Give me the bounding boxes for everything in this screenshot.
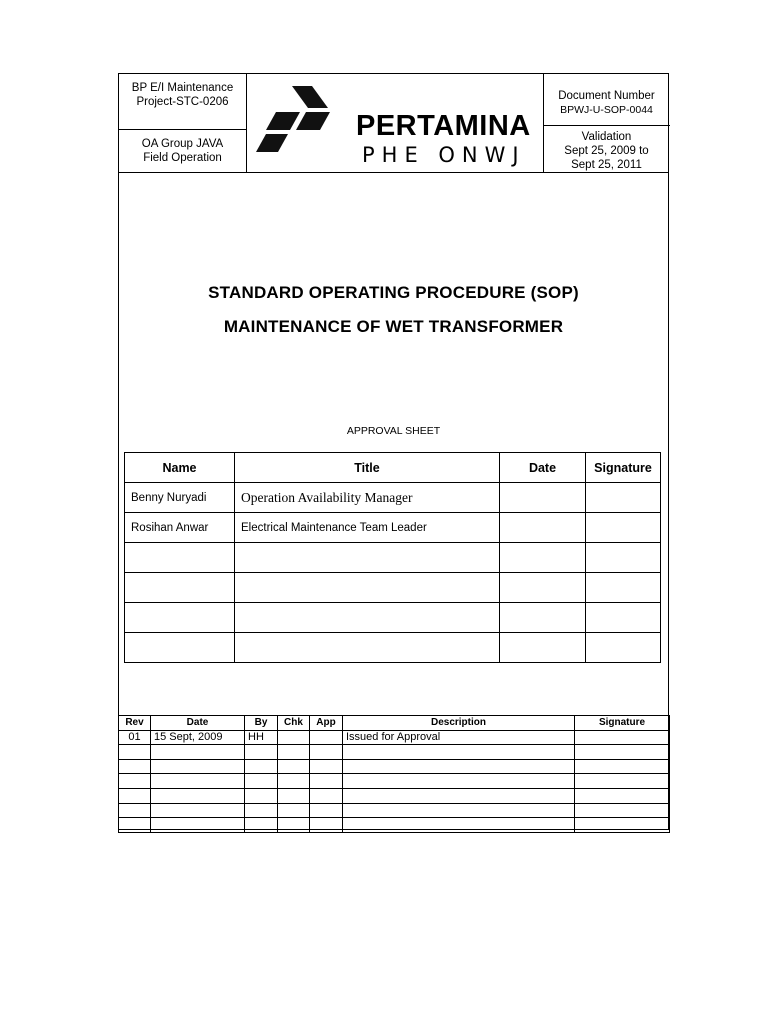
approval-header-title: Title bbox=[235, 453, 500, 483]
approver-signature bbox=[586, 603, 661, 633]
revision-date: 15 Sept, 2009 bbox=[151, 730, 245, 745]
revision-header-rev: Rev bbox=[119, 716, 151, 731]
header-project-line2: Project-STC-0206 bbox=[136, 96, 229, 108]
header-group-cell bbox=[119, 137, 246, 165]
approval-table bbox=[124, 452, 661, 663]
logo-wordmark: PERTAMINA bbox=[356, 110, 531, 142]
pertamina-logo bbox=[256, 80, 546, 167]
approver-title bbox=[235, 573, 500, 603]
approval-header-signature: Signature bbox=[586, 453, 661, 483]
table-row bbox=[119, 818, 670, 833]
table-row bbox=[119, 803, 670, 818]
approver-date bbox=[500, 603, 586, 633]
revision-header-signature: Signature bbox=[575, 716, 670, 731]
approver-signature bbox=[586, 543, 661, 573]
approval-header-row bbox=[125, 453, 661, 483]
revision-header-by: By bbox=[245, 716, 278, 731]
pertamina-emblem-icon bbox=[256, 82, 356, 162]
table-row bbox=[125, 483, 661, 513]
approver-name bbox=[125, 633, 235, 663]
approver-name: Rosihan Anwar bbox=[125, 513, 235, 543]
approver-name: Benny Nuryadi bbox=[125, 483, 235, 513]
document-title-line1: STANDARD OPERATING PROCEDURE (SOP) bbox=[208, 283, 579, 302]
header-group-line1: OA Group JAVA bbox=[141, 138, 224, 150]
document-number-value: BPWJ-U-SOP-0044 bbox=[560, 104, 653, 116]
approver-date bbox=[500, 543, 586, 573]
header-project-line1: BP E/I Maintenance bbox=[131, 82, 234, 94]
approver-title: Electrical Maintenance Team Leader bbox=[235, 513, 500, 543]
table-row bbox=[119, 774, 670, 789]
revision-header-app: App bbox=[310, 716, 343, 731]
document-title-line2: MAINTENANCE OF WET TRANSFORMER bbox=[223, 317, 564, 336]
approver-date bbox=[500, 633, 586, 663]
table-row bbox=[125, 573, 661, 603]
approver-title: Operation Availability Manager bbox=[235, 483, 500, 513]
approver-date bbox=[500, 483, 586, 513]
revision-table bbox=[118, 715, 670, 833]
revision-signature bbox=[575, 730, 670, 745]
table-row bbox=[125, 603, 661, 633]
revision-app bbox=[310, 730, 343, 745]
header-right-divider bbox=[543, 125, 670, 126]
approval-header-name: Name bbox=[125, 453, 235, 483]
table-row bbox=[119, 745, 670, 760]
validation-label: Validation bbox=[581, 131, 632, 143]
approver-date bbox=[500, 573, 586, 603]
table-row bbox=[119, 788, 670, 803]
table-row bbox=[125, 543, 661, 573]
approver-signature bbox=[586, 573, 661, 603]
table-row bbox=[125, 513, 661, 543]
approver-signature bbox=[586, 483, 661, 513]
revision-description: Issued for Approval bbox=[343, 730, 575, 745]
revision-chk bbox=[278, 730, 310, 745]
approver-signature bbox=[586, 633, 661, 663]
revision-header-chk: Chk bbox=[278, 716, 310, 731]
approver-name bbox=[125, 543, 235, 573]
revision-by: HH bbox=[245, 730, 278, 745]
revision-header-row bbox=[119, 716, 670, 731]
validation-cell bbox=[543, 130, 670, 172]
table-row bbox=[119, 759, 670, 774]
approver-signature bbox=[586, 513, 661, 543]
approver-name bbox=[125, 603, 235, 633]
revision-header-date: Date bbox=[151, 716, 245, 731]
approver-title bbox=[235, 543, 500, 573]
header-left-vline bbox=[246, 74, 247, 173]
approval-sheet-label: APPROVAL SHEET bbox=[346, 425, 441, 437]
validation-from: Sept 25, 2009 to bbox=[564, 145, 649, 157]
revision-rev: 01 bbox=[119, 730, 151, 745]
approver-date bbox=[500, 513, 586, 543]
approver-name bbox=[125, 573, 235, 603]
table-row bbox=[119, 730, 670, 745]
header-group-line2: Field Operation bbox=[143, 152, 222, 164]
header-project-cell bbox=[119, 81, 246, 109]
document-number-cell bbox=[543, 89, 670, 117]
revision-header-description: Description bbox=[343, 716, 575, 731]
approver-title bbox=[235, 603, 500, 633]
validation-to: Sept 25, 2011 bbox=[571, 159, 642, 171]
approver-title bbox=[235, 633, 500, 663]
logo-subtitle: PHE ONWJ bbox=[362, 143, 526, 167]
document-number-label: Document Number bbox=[558, 90, 655, 102]
document-frame bbox=[118, 73, 669, 830]
header-bottom-border bbox=[119, 172, 668, 173]
header-left-divider bbox=[119, 129, 246, 130]
approval-header-date: Date bbox=[500, 453, 586, 483]
table-row bbox=[125, 633, 661, 663]
